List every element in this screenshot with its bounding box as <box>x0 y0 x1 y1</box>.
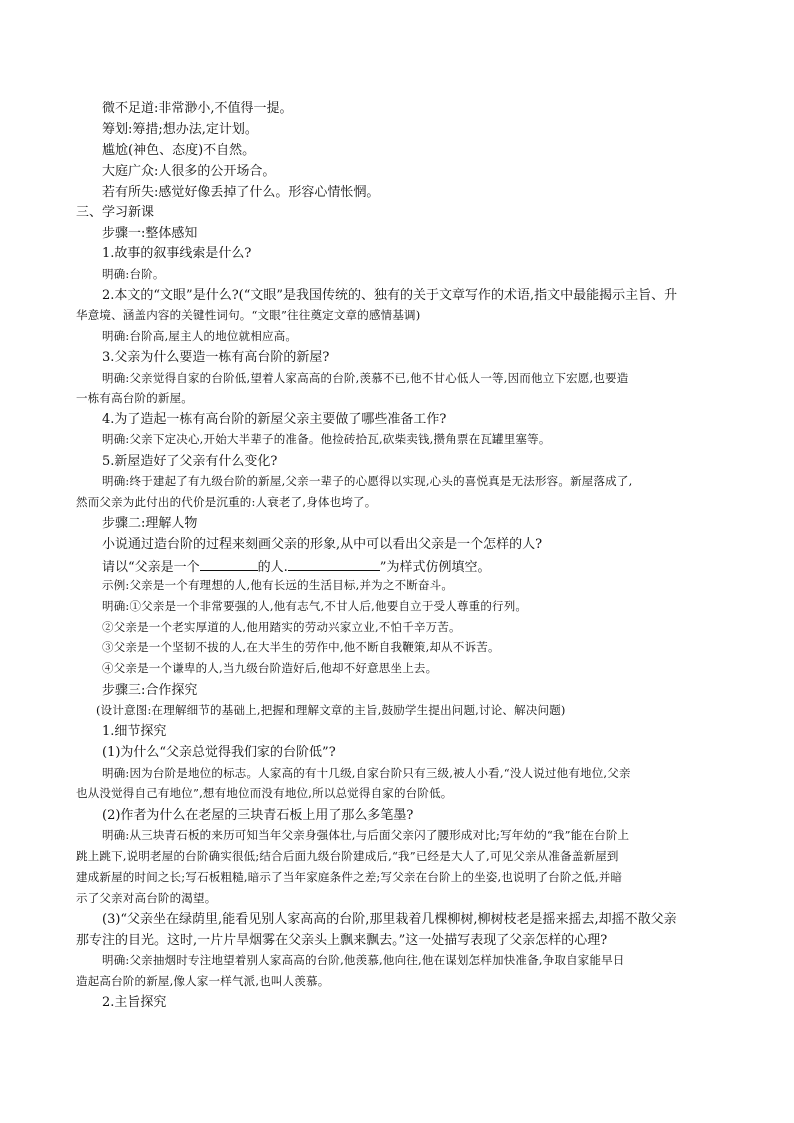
fill-in-prompt <box>102 558 490 574</box>
design-note: (设计意图:在理解细节的基础上,把握和理解文章的主旨,鼓励学生提出问题,讨论、解决问题) <box>96 703 566 717</box>
question-cont: 华意境、涵盖内容的关键性词句。“文眼”往往奠定文章的感情基调) <box>76 308 421 322</box>
sub-heading: 2.主旨探究 <box>102 995 167 1010</box>
question: (2)作者为什么在老屋的三块青石板上用了那么多笔墨? <box>102 808 414 823</box>
example: 示例:父亲是一个有理想的人,他有长远的生活目标,并为之不断奋斗。 <box>102 578 454 592</box>
answer: 明确:台阶高,屋主人的地位就相应高。 <box>102 329 298 343</box>
answer-cont: 然而父亲为此付出的代价是沉重的:人衰老了,身体也垮了。 <box>76 495 377 509</box>
fill-text: 请以“父亲是一个 <box>102 560 200 575</box>
question-cont: 那专注的目光。这时,一片片旱烟雾在父亲头上飘来飘去。”这一处描写表现了父亲怎样的心理? <box>76 933 608 948</box>
blank-line <box>288 558 380 571</box>
step-title: 步骤三:合作探究 <box>102 683 198 698</box>
question: 5.新屋造好了父亲有什么变化? <box>102 454 278 469</box>
vocab-item: 若有所失:感觉好像丢掉了什么。形容心情怅惘。 <box>102 185 380 200</box>
question: 4.为了造起一栋有高台阶的新屋父亲主要做了哪些准备工作? <box>102 412 447 427</box>
vocab-item: 大庭广众:人很多的公开场合。 <box>102 164 276 179</box>
answer-cont: 示了父亲对高台阶的渴望。 <box>76 891 217 905</box>
section-heading: 三、学习新课 <box>76 205 155 220</box>
sub-heading: 1.细节探究 <box>102 724 167 739</box>
question: 1.故事的叙事线索是什么? <box>102 246 252 261</box>
answer: 明确:①父亲是一个非常要强的人,他有志气,不甘人后,他要自立于受人尊重的行列。 <box>102 599 528 613</box>
vocab-item: 尴尬(神色、态度)不自然。 <box>102 143 256 158</box>
answer: ③父亲是一个坚韧不拔的人,在大半生的劳作中,他不断自我鞭策,却从不诉苦。 <box>102 640 500 654</box>
question: 3.父亲为什么要造一栋有高台阶的新屋? <box>102 350 330 365</box>
answer-cont: 造起高台阶的新屋,像人家一样气派,也叫人羡慕。 <box>76 974 330 988</box>
fill-text: 的人. <box>257 560 288 575</box>
answer: 明确:父亲抽烟时专注地望着别人家高高的台阶,他羡慕,他向往,他在谋划怎样加快准备,争取自家能早日 <box>102 953 625 967</box>
answer: 明确:终于建起了有九级台阶的新屋,父亲一辈子的心愿得以实现,心头的喜悦真是无法形容。新屋落成了, <box>102 474 633 488</box>
vocab-item: 微不足道:非常渺小,不值得一提。 <box>102 101 293 116</box>
answer-cont: 一栋有高台阶的新屋。 <box>76 391 193 405</box>
answer-cont: 跳上跳下,说明老屋的台阶确实很低;结合后面九级台阶建成后,“我”已经是大人了,可见父亲从准备盖新屋到 <box>76 849 619 863</box>
answer: 明确:从三块青石板的来历可知当年父亲身强体壮,与后面父亲闪了腰形成对比;写年幼的“我”能在台阶上 <box>102 828 630 842</box>
question: (1)为什么“父亲总觉得我们家的台阶低”? <box>102 745 336 760</box>
answer-cont: 也从没觉得自己有地位”,想有地位而没有地位,所以总觉得自家的台阶低。 <box>76 786 453 800</box>
answer-cont: 建成新屋的时间之长;写石板粗糙,暗示了当年家庭条件之差;写父亲在台阶上的坐姿,也说明了台阶之低,并暗 <box>76 870 623 884</box>
question: (3)“父亲坐在绿荫里,能看见别人家高高的台阶,那里栽着几棵柳树,柳树枝老是摇来摇去,却摇不散父亲 <box>102 912 677 927</box>
fill-text: ”为样式仿例填空。 <box>379 560 491 575</box>
step-title: 步骤一:整体感知 <box>102 226 198 241</box>
step-title: 步骤二:理解人物 <box>102 516 198 531</box>
answer: ④父亲是一个谦卑的人,当九级台阶造好后,他却不好意思坐上去。 <box>102 661 438 675</box>
answer: ②父亲是一个老实厚道的人,他用踏实的劳动兴家立业,不怕千辛万苦。 <box>102 620 461 634</box>
blank-line <box>200 558 258 571</box>
answer: 明确:父亲下定决心,开始大半辈子的准备。他捡砖拾瓦,砍柴卖钱,攒角票在瓦罐里塞等。 <box>102 432 551 446</box>
answer: 明确:因为台阶是地位的标志。人家高的有十几级,自家台阶只有三级,被人小看,“没人说过他有地位,父亲 <box>102 766 631 780</box>
answer: 明确:父亲觉得自家的台阶低,望着人家高高的台阶,羡慕不已,他不甘心低人一等,因而他立下宏愿,也要造 <box>102 371 629 385</box>
prompt: 小说通过造台阶的过程来刻画父亲的形象,从中可以看出父亲是一个怎样的人? <box>102 537 543 552</box>
answer: 明确:台阶。 <box>102 267 165 281</box>
vocab-item: 筹划:筹措;想办法,定计划。 <box>102 122 258 137</box>
question: 2.本文的“文眼”是什么?(“文眼”是我国传统的、独有的关于文章写作的术语,指文中最能揭示主旨、升 <box>102 288 678 303</box>
